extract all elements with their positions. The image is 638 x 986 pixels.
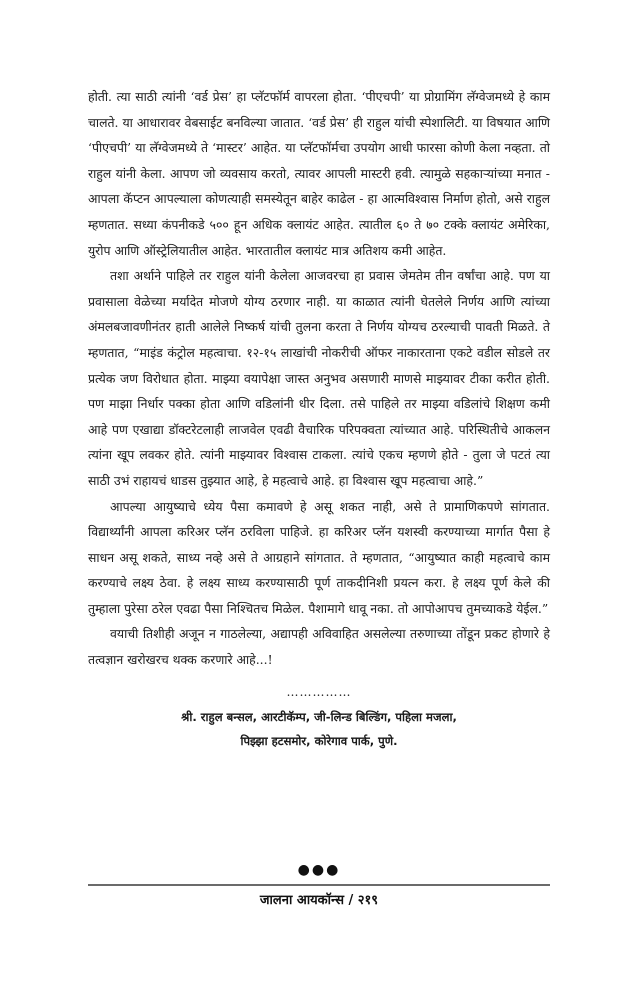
contact-address bbox=[88, 705, 550, 753]
paragraph-4: वयाची तिशीही अजून न गाठलेल्या, अद्यापही अविवाहित असलेल्या तरुणाच्या तोंडून प्रकट होणारे हे तत्वज्ञान खरोखरच थक्क करणारे आहे...! bbox=[88, 626, 550, 668]
paragraph-1: होती. त्या साठी त्यांनी ‘वर्ड प्रेस’ हा प्लॅटफॉर्म वापरला होता. ‘पीएचपी’ या प्रोग्रामिंग लॅग्वेजमध्ये हे काम चालते. या आधारावर वेबसाईट बनविल्या जातात. ‘वर्ड प्रेस’ ही राहुल यांची स्पेशालिटी. या विषयात आणि ‘पीएचपी’ या लॅग्वेजमध्ये ते ‘मास्टर’ आहेत. या प्लॅटफॉर्मचा उपयोग आधी फारसा कोणी केला नव्हता. तो राहुल यांनी केला. आपण जो व्यवसाय करतो, त्यावर आपली मास्टरी हवी. त्यामुळे सहकाऱ्यांच्या मनात - आपला कॅप्टन आपल्याला कोणत्याही समस्येतून बाहेर काढेल - हा आत्मविश्वास निर्माण होतो, असे राहुल म्हणतात. सध्या कंपनीकडे ५०० हून अधिक क्लायंट आहेत. त्यातील ६० ते ७० टक्के क्लायंट अमेरिका, युरोप आणि ऑस्ट्रेलियातील आहेत. भारतातील क्लायंट मात्र अतिशय कमी आहेत. bbox=[88, 89, 550, 258]
section-end-ornament: ●●● bbox=[297, 862, 341, 878]
footer-divider bbox=[88, 884, 550, 886]
paragraph-3: आपल्या आयुष्याचे ध्येय पैसा कमावणे हे असू शकत नाही, असे ते प्रामाणिकपणे सांगतात. विद्यार्थ्यांनी आपला करिअर प्लॅन ठरविला पाहिजे. हा करिअर प्लॅन यशस्वी करण्याच्या मार्गात पैसा हे साधन असू शकते, साध्य नव्हे असे ते आग्रहाने सांगतात. ते म्हणतात, “आयुष्यात काही महत्वाचे काम करण्याचे लक्ष्य ठेवा. हे लक्ष्य साध्य करण्यासाठी पूर्ण ताकदीनिशी प्रयत्न करा. हे लक्ष्य पूर्ण केले की तुम्हाला पुरेसा ठरेल एवढा पैसा निश्चितच मिळेल. पैशामागे धावू नका. तो आपोआपच तुमच्याकडे येईल.” bbox=[88, 498, 550, 616]
page-footer: जालना आयकॉन्स / २१९ bbox=[259, 893, 379, 908]
separator-dots: …………… bbox=[286, 684, 352, 699]
address-line-1: श्री. राहुल बन्सल, आरटीकॅम्प, जी-लिन्ड बिल्डिंग, पहिला मजला, bbox=[181, 709, 457, 724]
paragraph-2: तशा अर्थाने पाहिले तर राहुल यांनी केलेला आजवरचा हा प्रवास जेमतेम तीन वर्षांचा आहे. पण या प्रवासाला वेळेच्या मर्यादेत मोजणे योग्य ठरणार नाही. या काळात त्यांनी घेतलेले निर्णय आणि त्यांच्या अंमलबजावणीनंतर हाती आलेले निष्कर्ष यांची तुलना करता ते निर्णय योग्यच ठरल्याची पावती मिळते. ते म्हणतात, “माइंड कंट्रोल महत्वाचा. १२-१५ लाखांची नोकरीची ऑफर नाकारताना एकटे वडील सोडले तर प्रत्येक जण विरोधात होता. माझ्या वयापेक्षा जास्त अनुभव असणारी माणसे माझ्यावर टीका करीत होती. पण माझा निर्धार पक्का होता आणि वडिलांनी धीर दिला. तसे पाहिले तर माझ्या वडिलांचे शिक्षण कमी आहे पण एखाद्या डॉक्टरेटलाही लाजवेल एवढी वैचारिक परिपक्वता त्यांच्यात आहे. परिस्थितीचे आकलन त्यांना खूप लवकर होते. त्यांनी माझ्यावर विश्वास टाकला. त्यांचे एकच म्हणणे होते - तुला जे पटतं त्या साठी उभं राहायचं धाडस तुझ्यात आहे, हे महत्वाचे आहे. हा विश्वास खूप महत्वाचा आहे.” bbox=[88, 268, 550, 488]
address-line-2: पिझ्झा हटसमोर, कोरेगाव पार्क, पुणे. bbox=[240, 733, 398, 748]
article-body bbox=[88, 84, 550, 753]
